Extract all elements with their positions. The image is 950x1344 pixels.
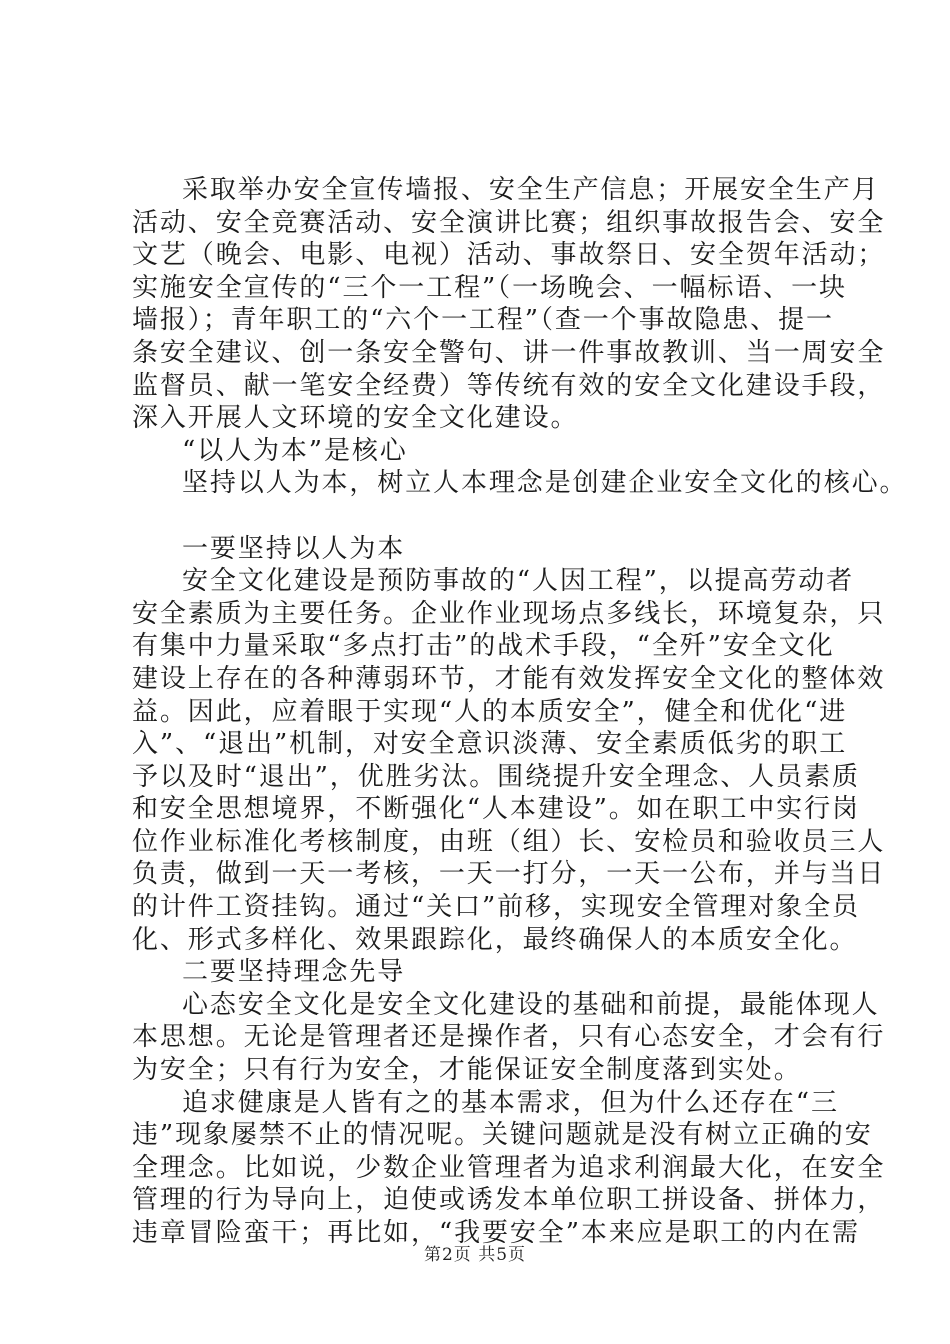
paragraph-line: 追求健康是人皆有之的基本需求，但为什么还存在“三 bbox=[182, 1087, 839, 1118]
paragraph-line: 管理的行为导向上，迫使或诱发本单位职工拼设备、拼体力， bbox=[132, 1185, 886, 1216]
paragraph-line: 负责，做到一天一考核，一天一打分，一天一公布，并与当日 bbox=[132, 859, 886, 890]
paragraph-line: 实施安全宣传的“三个一工程”（一场晚会、一幅标语、一块 bbox=[132, 272, 847, 303]
paragraph-line: 本思想。无论是管理者还是操作者，只有心态安全，才会有行 bbox=[132, 1022, 886, 1053]
paragraph-line: 安全文化建设是预防事故的“人因工程”，以提高劳动者 bbox=[182, 566, 855, 597]
paragraph-line: 深入开展人文环境的安全文化建设。 bbox=[132, 403, 579, 434]
section-heading: 二要坚持理念先导 bbox=[182, 957, 406, 988]
paragraph-line: 心态安全文化是安全文化建设的基础和前提，最能体现人 bbox=[182, 989, 880, 1020]
paragraph-line: 违章冒险蛮干；再比如，“我要安全”本来应是职工的内在需 bbox=[132, 1218, 860, 1248]
paragraph-line: 安全素质为主要任务。企业作业现场点多线长，环境复杂，只 bbox=[132, 598, 886, 629]
paragraph-line: 文艺（晚会、电影、电视）活动、事故祭日、安全贺年活动； bbox=[132, 240, 886, 271]
paragraph-line: 活动、安全竞赛活动、安全演讲比赛；组织事故报告会、安全 bbox=[132, 207, 886, 238]
paragraph-line: 全理念。比如说，少数企业管理者为追求利润最大化，在安全 bbox=[132, 1152, 886, 1183]
section-heading: 一要坚持以人为本 bbox=[182, 533, 406, 564]
section-heading: “以人为本”是核心 bbox=[182, 435, 408, 466]
page-number-footer: 第2页 共5页 bbox=[423, 1245, 527, 1265]
paragraph-line: 墙报）；青年职工的“六个一工程”（查一个事故隐患、提一 bbox=[132, 305, 834, 336]
paragraph-line: 采取举办安全宣传墙报、安全生产信息；开展安全生产月 bbox=[182, 175, 880, 205]
paragraph-line: 为安全；只有行为安全，才能保证安全制度落到实处。 bbox=[132, 1055, 802, 1086]
paragraph-line: 条安全建议、创一条安全警句、讲一件事故教训、当一周安全 bbox=[132, 337, 886, 368]
paragraph-line: 予以及时“退出”，优胜劣汰。围绕提升安全理念、人员素质 bbox=[132, 761, 860, 792]
paragraph-line: 有集中力量采取“多点打击”的战术手段，“全歼”安全文化 bbox=[132, 631, 835, 662]
paragraph-line: 坚持以人为本，树立人本理念是创建企业安全文化的核心。 bbox=[182, 468, 908, 499]
paragraph-line: 入”、“退出”机制，对安全意识淡薄、安全素质低劣的职工 bbox=[132, 729, 848, 760]
paragraph-line: 监督员、献一笔安全经费）等传统有效的安全文化建设手段， bbox=[132, 370, 886, 401]
paragraph-line: 违”现象屡禁不止的情况呢。关键问题就是没有树立正确的安 bbox=[132, 1120, 873, 1151]
blank-line bbox=[132, 500, 832, 533]
paragraph-line: 化、形式多样化、效果跟踪化，最终确保人的本质安全化。 bbox=[132, 924, 858, 955]
paragraph-line: 建设上存在的各种薄弱环节，才能有效发挥安全文化的整体效 bbox=[132, 663, 886, 694]
paragraph-line: 位作业标准化考核制度，由班（组）长、安检员和验收员三人 bbox=[132, 826, 886, 857]
document-body bbox=[132, 174, 908, 1250]
paragraph-line: 益。因此，应着眼于实现“人的本质安全”，健全和优化“进 bbox=[132, 696, 848, 727]
paragraph-line: 和安全思想境界，不断强化“人本建设”。如在职工中实行岗 bbox=[132, 794, 860, 825]
paragraph-line: 的计件工资挂钩。通过“关口”前移，实现安全管理对象全员 bbox=[132, 892, 860, 923]
